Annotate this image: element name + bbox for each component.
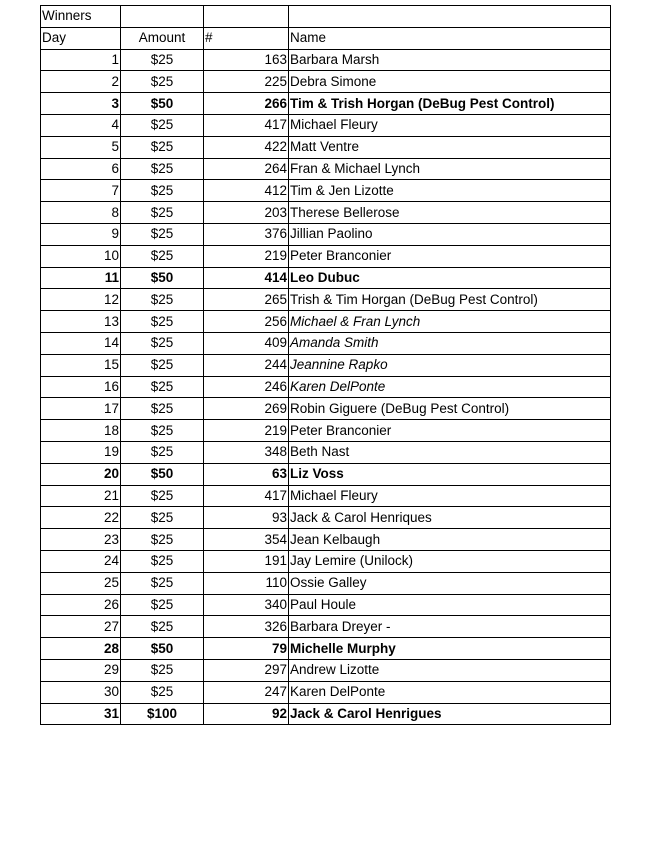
number-cell[interactable]: 326: [204, 616, 289, 638]
name-cell[interactable]: Jack & Carol Henrigues: [289, 703, 611, 725]
table-row: [41, 420, 611, 442]
table-row: [41, 572, 611, 594]
table-row: [41, 267, 611, 289]
day-cell[interactable]: 31: [41, 703, 121, 725]
name-cell[interactable]: Fran & Michael Lynch: [289, 158, 611, 180]
table-row: [41, 507, 611, 529]
day-cell[interactable]: 22: [41, 507, 121, 529]
amount-cell[interactable]: $25: [121, 485, 204, 507]
header-amount[interactable]: Amount: [121, 27, 204, 49]
number-cell[interactable]: 256: [204, 311, 289, 333]
table-title[interactable]: Winners: [41, 6, 121, 28]
number-cell[interactable]: 422: [204, 136, 289, 158]
amount-cell[interactable]: $25: [121, 681, 204, 703]
name-cell[interactable]: Michelle Murphy: [289, 638, 611, 660]
amount-cell[interactable]: $25: [121, 245, 204, 267]
number-cell[interactable]: 409: [204, 332, 289, 354]
empty-cell[interactable]: [121, 6, 204, 28]
day-cell[interactable]: 23: [41, 529, 121, 551]
day-cell[interactable]: 10: [41, 245, 121, 267]
name-cell[interactable]: Barbara Marsh: [289, 49, 611, 71]
day-cell[interactable]: 19: [41, 441, 121, 463]
amount-cell[interactable]: $100: [121, 703, 204, 725]
day-cell[interactable]: 4: [41, 114, 121, 136]
day-cell[interactable]: 1: [41, 49, 121, 71]
name-cell[interactable]: Beth Nast: [289, 441, 611, 463]
day-cell[interactable]: 14: [41, 332, 121, 354]
number-cell[interactable]: 376: [204, 223, 289, 245]
table-row: [41, 354, 611, 376]
title-row: [41, 6, 611, 28]
number-cell[interactable]: 219: [204, 420, 289, 442]
name-cell[interactable]: Michael & Fran Lynch: [289, 311, 611, 333]
number-cell[interactable]: 269: [204, 398, 289, 420]
day-cell[interactable]: 21: [41, 485, 121, 507]
table-row: [41, 376, 611, 398]
number-cell[interactable]: 417: [204, 114, 289, 136]
day-cell[interactable]: 28: [41, 638, 121, 660]
amount-cell[interactable]: $50: [121, 267, 204, 289]
table-row: [41, 114, 611, 136]
table-row: [41, 180, 611, 202]
table-row: [41, 681, 611, 703]
amount-cell[interactable]: $25: [121, 289, 204, 311]
name-cell[interactable]: Michael Fleury: [289, 114, 611, 136]
name-cell[interactable]: Jack & Carol Henriques: [289, 507, 611, 529]
table-row: [41, 245, 611, 267]
name-cell[interactable]: Karen DelPonte: [289, 376, 611, 398]
day-cell[interactable]: 18: [41, 420, 121, 442]
day-cell[interactable]: 26: [41, 594, 121, 616]
day-cell[interactable]: 29: [41, 659, 121, 681]
winners-table: [40, 5, 611, 725]
amount-cell[interactable]: $25: [121, 594, 204, 616]
number-cell[interactable]: 412: [204, 180, 289, 202]
table-row: [41, 463, 611, 485]
number-cell[interactable]: 191: [204, 550, 289, 572]
name-cell[interactable]: Matt Ventre: [289, 136, 611, 158]
day-cell[interactable]: 30: [41, 681, 121, 703]
empty-cell[interactable]: [289, 6, 611, 28]
number-cell[interactable]: 340: [204, 594, 289, 616]
number-cell[interactable]: 110: [204, 572, 289, 594]
amount-cell[interactable]: $25: [121, 202, 204, 224]
name-cell[interactable]: Barbara Dreyer -: [289, 616, 611, 638]
name-cell[interactable]: Tim & Trish Horgan (DeBug Pest Control): [289, 93, 611, 115]
amount-cell[interactable]: $25: [121, 223, 204, 245]
header-number[interactable]: #: [204, 27, 289, 49]
table-row: [41, 398, 611, 420]
name-cell[interactable]: Leo Dubuc: [289, 267, 611, 289]
day-cell[interactable]: 17: [41, 398, 121, 420]
amount-cell[interactable]: $25: [121, 420, 204, 442]
table-row: [41, 223, 611, 245]
name-cell[interactable]: Liz Voss: [289, 463, 611, 485]
name-cell[interactable]: Jeannine Rapko: [289, 354, 611, 376]
name-cell[interactable]: Jean Kelbaugh: [289, 529, 611, 551]
amount-cell[interactable]: $25: [121, 158, 204, 180]
amount-cell[interactable]: $25: [121, 659, 204, 681]
amount-cell[interactable]: $25: [121, 550, 204, 572]
table-row: [41, 289, 611, 311]
amount-cell[interactable]: $50: [121, 638, 204, 660]
table-row: [41, 529, 611, 551]
number-cell[interactable]: 244: [204, 354, 289, 376]
amount-cell[interactable]: $25: [121, 136, 204, 158]
name-cell[interactable]: Amanda Smith: [289, 332, 611, 354]
number-cell[interactable]: 163: [204, 49, 289, 71]
table-row: [41, 659, 611, 681]
number-cell[interactable]: 354: [204, 529, 289, 551]
amount-cell[interactable]: $25: [121, 572, 204, 594]
day-cell[interactable]: 5: [41, 136, 121, 158]
name-cell[interactable]: Jillian Paolino: [289, 223, 611, 245]
name-cell[interactable]: Robin Giguere (DeBug Pest Control): [289, 398, 611, 420]
day-cell[interactable]: 25: [41, 572, 121, 594]
table-row: [41, 332, 611, 354]
amount-cell[interactable]: $25: [121, 529, 204, 551]
amount-cell[interactable]: $25: [121, 616, 204, 638]
day-cell[interactable]: 13: [41, 311, 121, 333]
name-cell[interactable]: Peter Branconier: [289, 245, 611, 267]
number-cell[interactable]: 203: [204, 202, 289, 224]
number-cell[interactable]: 265: [204, 289, 289, 311]
number-cell[interactable]: 63: [204, 463, 289, 485]
number-cell[interactable]: 246: [204, 376, 289, 398]
name-cell[interactable]: Michael Fleury: [289, 485, 611, 507]
table-row: [41, 550, 611, 572]
table-row: [41, 616, 611, 638]
day-cell[interactable]: 12: [41, 289, 121, 311]
amount-cell[interactable]: $25: [121, 180, 204, 202]
amount-cell[interactable]: $25: [121, 114, 204, 136]
header-row: [41, 27, 611, 49]
day-cell[interactable]: 2: [41, 71, 121, 93]
number-cell[interactable]: 92: [204, 703, 289, 725]
name-cell[interactable]: Ossie Galley: [289, 572, 611, 594]
number-cell[interactable]: 93: [204, 507, 289, 529]
name-cell[interactable]: Therese Bellerose: [289, 202, 611, 224]
number-cell[interactable]: 247: [204, 681, 289, 703]
table-row: [41, 136, 611, 158]
name-cell[interactable]: Jay Lemire (Unilock): [289, 550, 611, 572]
amount-cell[interactable]: $25: [121, 441, 204, 463]
day-cell[interactable]: 15: [41, 354, 121, 376]
number-cell[interactable]: 348: [204, 441, 289, 463]
name-cell[interactable]: Karen DelPonte: [289, 681, 611, 703]
day-cell[interactable]: 27: [41, 616, 121, 638]
name-cell[interactable]: Andrew Lizotte: [289, 659, 611, 681]
table-row: [41, 158, 611, 180]
name-cell[interactable]: Paul Houle: [289, 594, 611, 616]
table-row: [41, 441, 611, 463]
name-cell[interactable]: Debra Simone: [289, 71, 611, 93]
header-day[interactable]: Day: [41, 27, 121, 49]
table-row: [41, 311, 611, 333]
amount-cell[interactable]: $50: [121, 93, 204, 115]
amount-cell[interactable]: $25: [121, 49, 204, 71]
number-cell[interactable]: 225: [204, 71, 289, 93]
amount-cell[interactable]: $50: [121, 463, 204, 485]
amount-cell[interactable]: $25: [121, 332, 204, 354]
day-cell[interactable]: 20: [41, 463, 121, 485]
number-cell[interactable]: 297: [204, 659, 289, 681]
day-cell[interactable]: 7: [41, 180, 121, 202]
table-row: [41, 71, 611, 93]
day-cell[interactable]: 11: [41, 267, 121, 289]
name-cell[interactable]: Peter Branconier: [289, 420, 611, 442]
day-cell[interactable]: 24: [41, 550, 121, 572]
amount-cell[interactable]: $25: [121, 354, 204, 376]
day-cell[interactable]: 6: [41, 158, 121, 180]
table-row: [41, 638, 611, 660]
winners-table-body: [41, 6, 611, 725]
number-cell[interactable]: 264: [204, 158, 289, 180]
amount-cell[interactable]: $25: [121, 311, 204, 333]
day-cell[interactable]: 3: [41, 93, 121, 115]
amount-cell[interactable]: $25: [121, 376, 204, 398]
name-cell[interactable]: Trish & Tim Horgan (DeBug Pest Control): [289, 289, 611, 311]
day-cell[interactable]: 8: [41, 202, 121, 224]
number-cell[interactable]: 219: [204, 245, 289, 267]
amount-cell[interactable]: $25: [121, 507, 204, 529]
table-row: [41, 485, 611, 507]
day-cell[interactable]: 16: [41, 376, 121, 398]
day-cell[interactable]: 9: [41, 223, 121, 245]
table-row: [41, 93, 611, 115]
table-row: [41, 703, 611, 725]
table-row: [41, 49, 611, 71]
table-row: [41, 594, 611, 616]
amount-cell[interactable]: $25: [121, 398, 204, 420]
number-cell[interactable]: 414: [204, 267, 289, 289]
name-cell[interactable]: Tim & Jen Lizotte: [289, 180, 611, 202]
number-cell[interactable]: 417: [204, 485, 289, 507]
header-name[interactable]: Name: [289, 27, 611, 49]
empty-cell[interactable]: [204, 6, 289, 28]
number-cell[interactable]: 266: [204, 93, 289, 115]
number-cell[interactable]: 79: [204, 638, 289, 660]
amount-cell[interactable]: $25: [121, 71, 204, 93]
table-row: [41, 202, 611, 224]
